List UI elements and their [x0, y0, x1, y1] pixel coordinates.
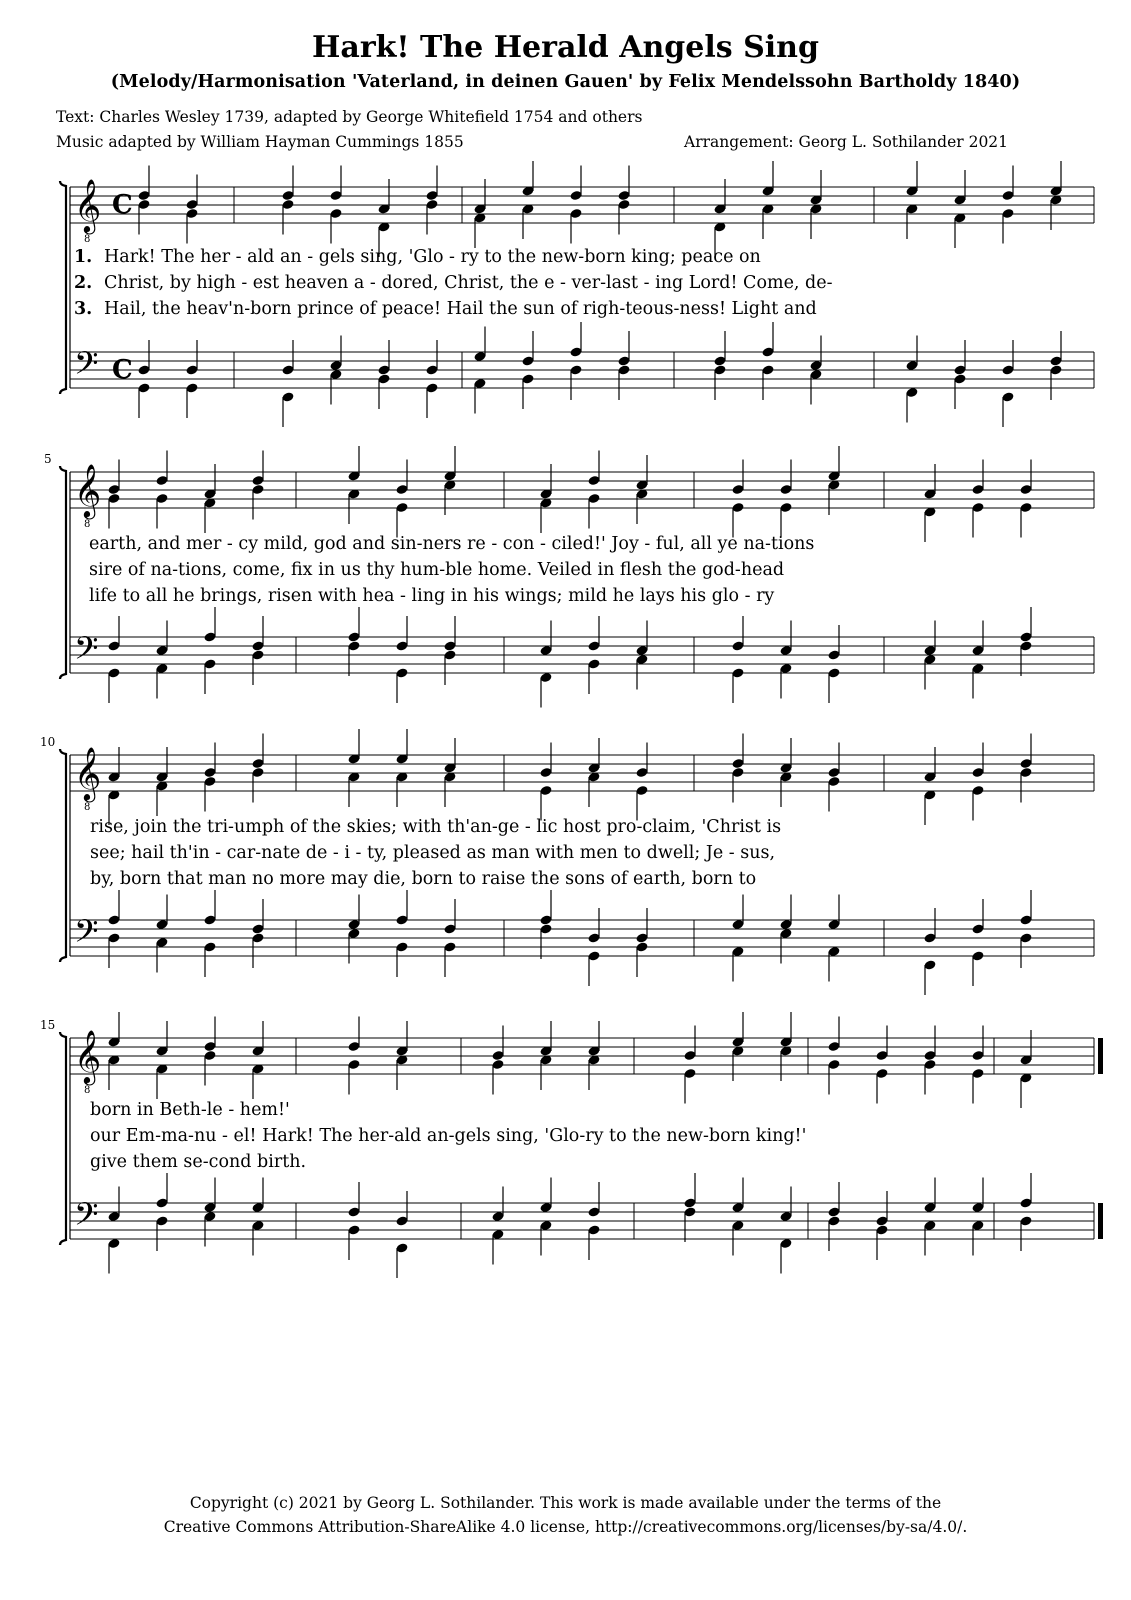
treble-clef-icon: 𝄞: [74, 746, 102, 800]
time-signature: C: [112, 355, 133, 385]
lyric-line-verse-2: [90, 1126, 806, 1146]
final-barline: [1098, 1203, 1103, 1239]
lyric-line-verse-3: [90, 1152, 306, 1172]
copyright-notice: [0, 1491, 1131, 1539]
lyric-line-verse-2: [74, 273, 833, 293]
copyright-line-2: Creative Commons Attribution-ShareAlike 4.0 license, http://creativecommons.org/licenses/by-sa/4.0/.: [163, 1518, 968, 1537]
music-system-4: [34, 1016, 1100, 1266]
lyric-text: give them se-cond birth.: [90, 1152, 307, 1172]
lyric-line-verse-1: [90, 1100, 290, 1120]
verse-number: 1.: [74, 247, 93, 267]
time-signature: C: [112, 190, 133, 220]
system-bracket: [60, 1032, 66, 1245]
bass-clef-icon: 𝄢: [74, 630, 99, 674]
lyric-text: rise, join the tri-umph of the skies; with th'an-ge - lic host pro-claim, 'Christ is: [90, 817, 782, 837]
treble-clef-icon: 𝄞: [74, 178, 102, 232]
hymn-subtitle: (Melody/Harmonisation 'Vaterland, in deinen Gauen' by Felix Mendelssohn Bartholdy 1840): [110, 72, 1021, 92]
music-credit: Music adapted by William Hayman Cummings 1855: [56, 133, 464, 151]
lyric-text: sire of na-tions, come, fix in us thy hum-ble home. Veiled in flesh the god-head: [89, 560, 785, 580]
final-barline: [1098, 1038, 1103, 1074]
verse-number: 3.: [74, 299, 93, 319]
music-system-2: [34, 450, 1100, 700]
system-bracket: [60, 181, 66, 394]
lyric-text: our Em-ma-nu - el! Hark! The her-ald an-gels sing, 'Glo-ry to the new-born king!': [90, 1126, 807, 1146]
treble-clef-icon: 𝄞: [74, 463, 102, 517]
bass-clef-icon: 𝄢: [74, 1196, 99, 1240]
lyric-line-verse-1: [90, 817, 781, 837]
lyric-line-verse-1: [74, 247, 761, 267]
copyright-line-1: Copyright (c) 2021 by Georg L. Sothilander. This work is made available under the terms of the: [189, 1494, 942, 1512]
lyric-text: Christ, by high - est heaven a - dored, Christ, the e - ver-last - ing Lord! Come, de-: [104, 273, 833, 293]
lyric-text: life to all he brings, risen with hea - ling in his wings; mild he lays his glo - ry: [89, 586, 775, 606]
lyric-line-verse-3: [74, 299, 817, 319]
lyric-text: Hail, the heav'n-born prince of peace! Hail the sun of righ-teous-ness! Light and: [104, 299, 817, 319]
lyric-text: see; hail th'in - car-nate de - i - ty, pleased as man with men to dwell; Je - sus,: [90, 843, 776, 863]
lyric-text: born in Beth-le - hem!': [90, 1100, 290, 1120]
system-bracket: [60, 749, 66, 962]
music-system-3: [34, 733, 1100, 983]
octave-mark: 8: [84, 234, 91, 245]
verse-number: 2.: [74, 273, 93, 293]
lyric-line-verse-3: [90, 869, 756, 889]
octave-mark: 8: [84, 802, 91, 813]
lyric-line-verse-2: [89, 560, 784, 580]
measure-number: 5: [44, 452, 52, 466]
lyric-line-verse-3: [89, 586, 774, 606]
text-credit: Text: Charles Wesley 1739, adapted by George Whitefield 1754 and others: [56, 108, 643, 126]
measure-number: 10: [40, 735, 56, 749]
system-bracket: [60, 466, 66, 679]
bass-clef-icon: 𝄢: [74, 345, 99, 389]
arrangement-credit: Arrangement: Georg L. Sothilander 2021: [684, 133, 1009, 151]
lyric-line-verse-2: [90, 843, 775, 863]
lyric-line-verse-1: [89, 534, 814, 554]
bass-clef-icon: 𝄢: [74, 913, 99, 957]
treble-clef-icon: 𝄞: [74, 1029, 102, 1083]
measure-number: 15: [40, 1018, 56, 1032]
lyric-text: earth, and mer - cy mild, god and sin-ners re - con - ciled!' Joy - ful, all ye na-tions: [89, 534, 815, 554]
lyric-text: Hark! The her - ald an - gels sing, 'Glo - ry to the new-born king; peace on: [104, 247, 761, 267]
lyric-text: by, born that man no more may die, born to raise the sons of earth, born to: [90, 869, 757, 889]
octave-mark: 8: [84, 519, 91, 530]
music-system-1: [34, 165, 1100, 415]
hymn-title: Hark! The Herald Angels Sing: [312, 30, 819, 65]
octave-mark: 8: [84, 1085, 91, 1096]
